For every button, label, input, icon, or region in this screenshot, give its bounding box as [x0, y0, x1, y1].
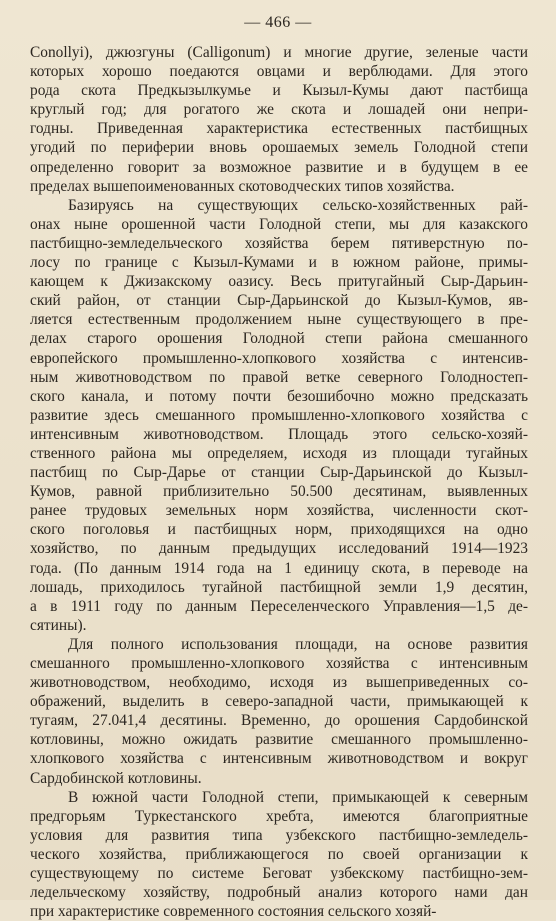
- text-line: животноводством, необходимо, исходя из вышеприведенных со-: [30, 674, 528, 692]
- text-line: условия для развития типа узбекского пастбищно-земледель-: [30, 826, 528, 844]
- text-line: ледельческому хозяйству, подробный анализ которого нами дан: [30, 884, 528, 902]
- text-line: года. (По данным 1914 года на 1 единицу скота, в переводе на: [30, 559, 528, 577]
- paragraph: [30, 196, 528, 635]
- text-line: ображений, выделить в северо-западной части, примыкающей к: [30, 693, 528, 711]
- text-line: котловины, можно ожидать развитие смешанного промышленно-: [30, 731, 528, 749]
- text-line: при характеристике современного состояния сельского хозяй-: [30, 903, 437, 921]
- paragraph: [30, 788, 528, 921]
- text-line: развитие здесь смешанного промышленно-хлопкового хозяйства с: [30, 406, 528, 424]
- text-line: Базируясь на существующих сельско-хозяйственных рай-: [68, 196, 528, 214]
- text-line: ранее трудовых земельных норм хозяйства, численности скот-: [30, 502, 528, 520]
- text-line: сятины).: [30, 616, 87, 634]
- text-line: европейского промышленно-хлопкового хозяйства с интенсив-: [30, 349, 528, 367]
- text-line: ческого хозяйства, приближающегося по своей организации к: [30, 845, 528, 863]
- text-line: предгорьям Туркестанского хребта, имеются благоприятные: [30, 807, 528, 825]
- text-line: определенно говорит за возможное развитие и в будущем в ее: [30, 158, 528, 176]
- text-line: Кумов, равной приблизительно 50.500 десятинам, выявленных: [30, 483, 528, 501]
- paragraph: [30, 43, 528, 196]
- text-line: кающем к Джизакскому оазису. Весь притугайный Сыр-Дарьин-: [30, 273, 528, 291]
- text-line: пределах вышепоименованных скотоводческих типов хозяйства.: [30, 177, 455, 195]
- text-line: ным животноводством по правой ветке северного Голодностеп-: [30, 368, 528, 386]
- text-line: существующему по системе Беговат узбекскому пастбищно-зем-: [30, 865, 528, 883]
- text-line: ский район, от станции Сыр-Дарьинской до Кызыл-Кумов, яв-: [30, 292, 528, 310]
- text-line: пастбищ по Сыр-Дарье от станции Сыр-Дарьинской до Кызыл-: [30, 464, 528, 482]
- text-line: хлопкового хозяйства с интенсивным животноводством и вокруг: [30, 750, 528, 768]
- text-line: интенсивным животноводством. Площадь этого сельско-хозяй-: [30, 425, 528, 443]
- text-line: угодий по периферии вновь орошаемых земель Голодной степи: [30, 139, 528, 157]
- text-line: рода скота Предкызылкумье и Кызыл-Кумы дают пастбища: [30, 82, 528, 100]
- text-line: пастбищно-земледельческого хозяйства берем пятиверстную по-: [30, 234, 528, 252]
- text-line: ляется естественным продолжением ныне существующего в пре-: [30, 311, 528, 329]
- text-line: а в 1911 году по данным Переселенческого Управления—1,5 де-: [30, 597, 528, 615]
- text-line: тугаям, 27.041,4 десятины. Временно, до орошения Сардобинской: [30, 712, 528, 730]
- text-line: делах старого орошения Голодной степи района смешанного: [30, 330, 528, 348]
- text-line: круглый год; для рогатого же скота и лошадей они непри-: [30, 101, 528, 119]
- body-text: [30, 43, 528, 921]
- text-line: годны. Приведенная характеристика естественных пастбищных: [30, 120, 528, 138]
- text-line: онах ныне орошенной части Голодной степи, мы для казакского: [30, 215, 528, 233]
- text-line: которых хорошо поедаются овцами и верблюдами. Для этого: [30, 63, 528, 81]
- text-line: ского поголовья и пастбищных норм, приходящихся на одно: [30, 521, 528, 539]
- paragraph: [30, 635, 528, 788]
- text-line: лосу по границе с Кызыл-Кумами и в южном районе, примы-: [30, 254, 528, 272]
- page-number: — 466 —: [244, 14, 312, 31]
- text-line: смешанного промышленно-хлопкового хозяйства с интенсивным: [30, 655, 528, 672]
- text-line: ственного района мы определяем, исходя из площади тугайных: [30, 444, 528, 462]
- text-line: ского канала, и потому почти безошибочно можно предсказать: [30, 387, 528, 405]
- text-line: Для полного использования площади, на основе развития: [68, 635, 528, 653]
- text-line: В южной части Голодной степи, примыкающей к северным: [68, 788, 528, 806]
- text-line: хозяйство, по данным предыдущих исследований 1914—1923: [30, 540, 528, 558]
- text-line: лошадь, приходилось тугайной пастбищной земли 1,9 десятин,: [30, 578, 528, 596]
- text-line: Conollyi), джюзгуны (Calligonum) и многие другие, зеленые части: [30, 44, 528, 61]
- text-line: Сардобинской котловины.: [30, 769, 202, 787]
